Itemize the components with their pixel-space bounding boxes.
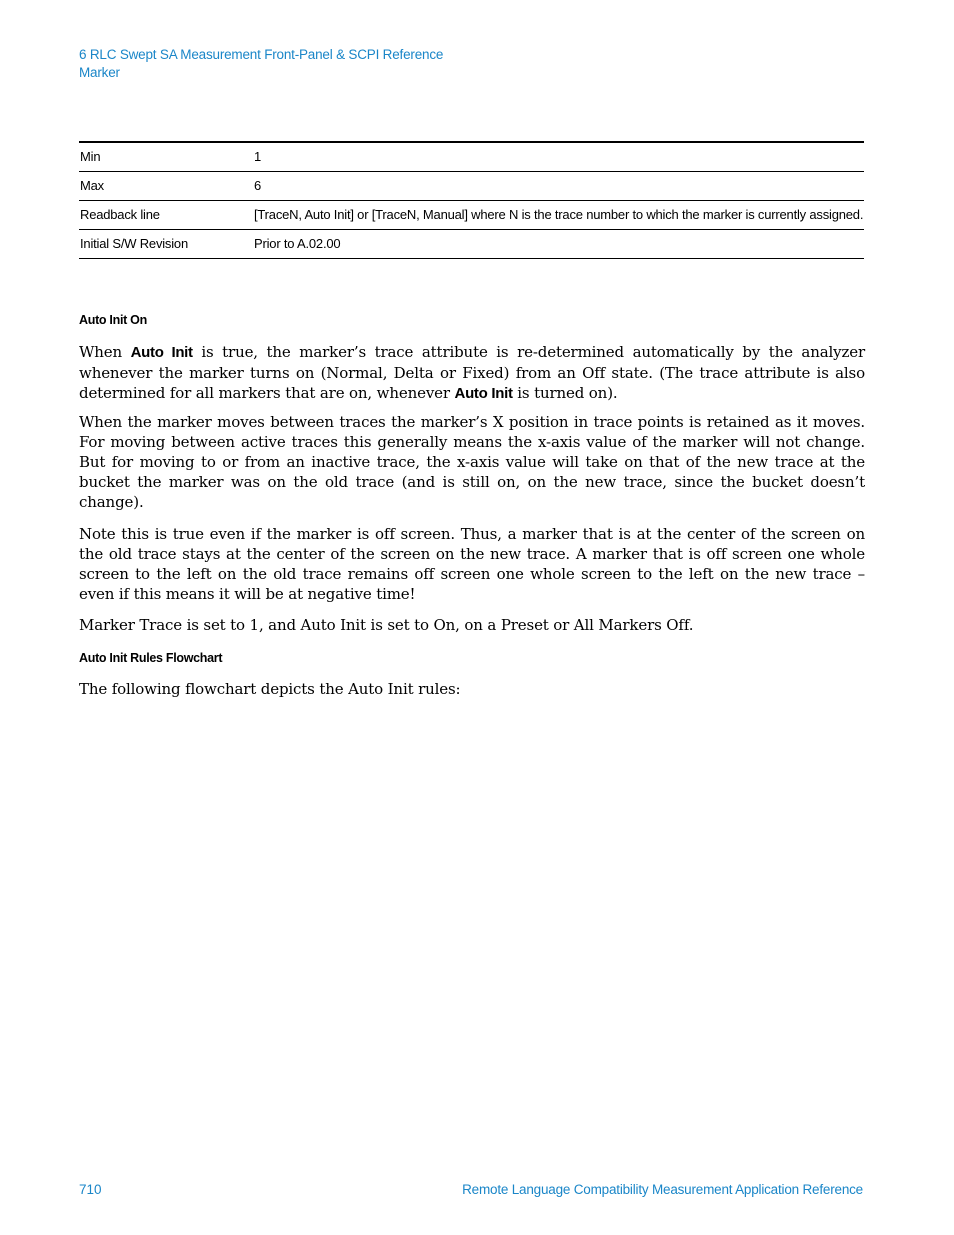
row-value: [TraceN, Auto Init] or [TraceN, Manual] where N is the trace number to which the marker is currently assigned. [254,207,864,222]
row-label: Max [80,178,104,193]
paragraph-off-screen: Note this is true even if the marker is off screen. Thus, a marker that is at the center of the screen on the old trace stays at the center of the screen on the new trace. A marker that is off screen one whole screen to the left on the old trace remains off screen one whole screen to the left on the new trace – even if this means it will be at negative time! [79,525,865,603]
text-run: is true, the marker’s trace attribute is re-determined automatically by the analyzer whenever the marker turns on (Normal, Delta or Fixed) from an Off state. (The trace attribute is also determined for all markers that are on, whenever [79,343,865,402]
row-label: Initial S/W Revision [80,236,188,251]
text-run: is turned on). [512,384,618,402]
row-value: Prior to A.02.00 [254,236,341,251]
paragraph-flowchart-intro: The following flowchart depicts the Auto Init rules: [79,680,461,698]
table-row [79,230,864,259]
text-run: When [79,343,131,361]
auto-init-on-heading: Auto Init On [79,313,147,327]
paragraph-auto-init-intro [79,342,865,404]
page-header [79,46,443,82]
page-number: 710 [79,1182,102,1197]
flowchart-heading: Auto Init Rules Flowchart [79,651,223,665]
paragraph-preset: Marker Trace is set to 1, and Auto Init is set to On, on a Preset or All Markers Off. [79,616,694,634]
table-row [79,172,864,201]
parameter-table [79,141,864,259]
row-label: Readback line [80,207,160,222]
paragraph-moving-traces: When the marker moves between traces the marker’s X position in trace points is retained as it moves. For moving between active traces this generally means the x-axis value of the marker will not change. But for moving to or from an inactive trace, the x-axis value will take on that of the new trace at the bucket the marker was on the old trace (and is still on, on the new trace, since the bucket doesn’t change). [79,413,865,511]
document-title: Remote Language Compatibility Measurement Application Reference [462,1182,863,1197]
row-value: 6 [254,178,262,193]
chapter-title: 6 RLC Swept SA Measurement Front-Panel & SCPI Reference [79,47,444,62]
row-value: 1 [254,149,262,164]
table-row [79,201,864,230]
section-title: Marker [79,65,120,80]
auto-init-term: Auto Init [130,344,193,361]
auto-init-term: Auto Init [454,385,513,402]
row-label: Min [80,149,101,164]
table-row [79,143,864,172]
